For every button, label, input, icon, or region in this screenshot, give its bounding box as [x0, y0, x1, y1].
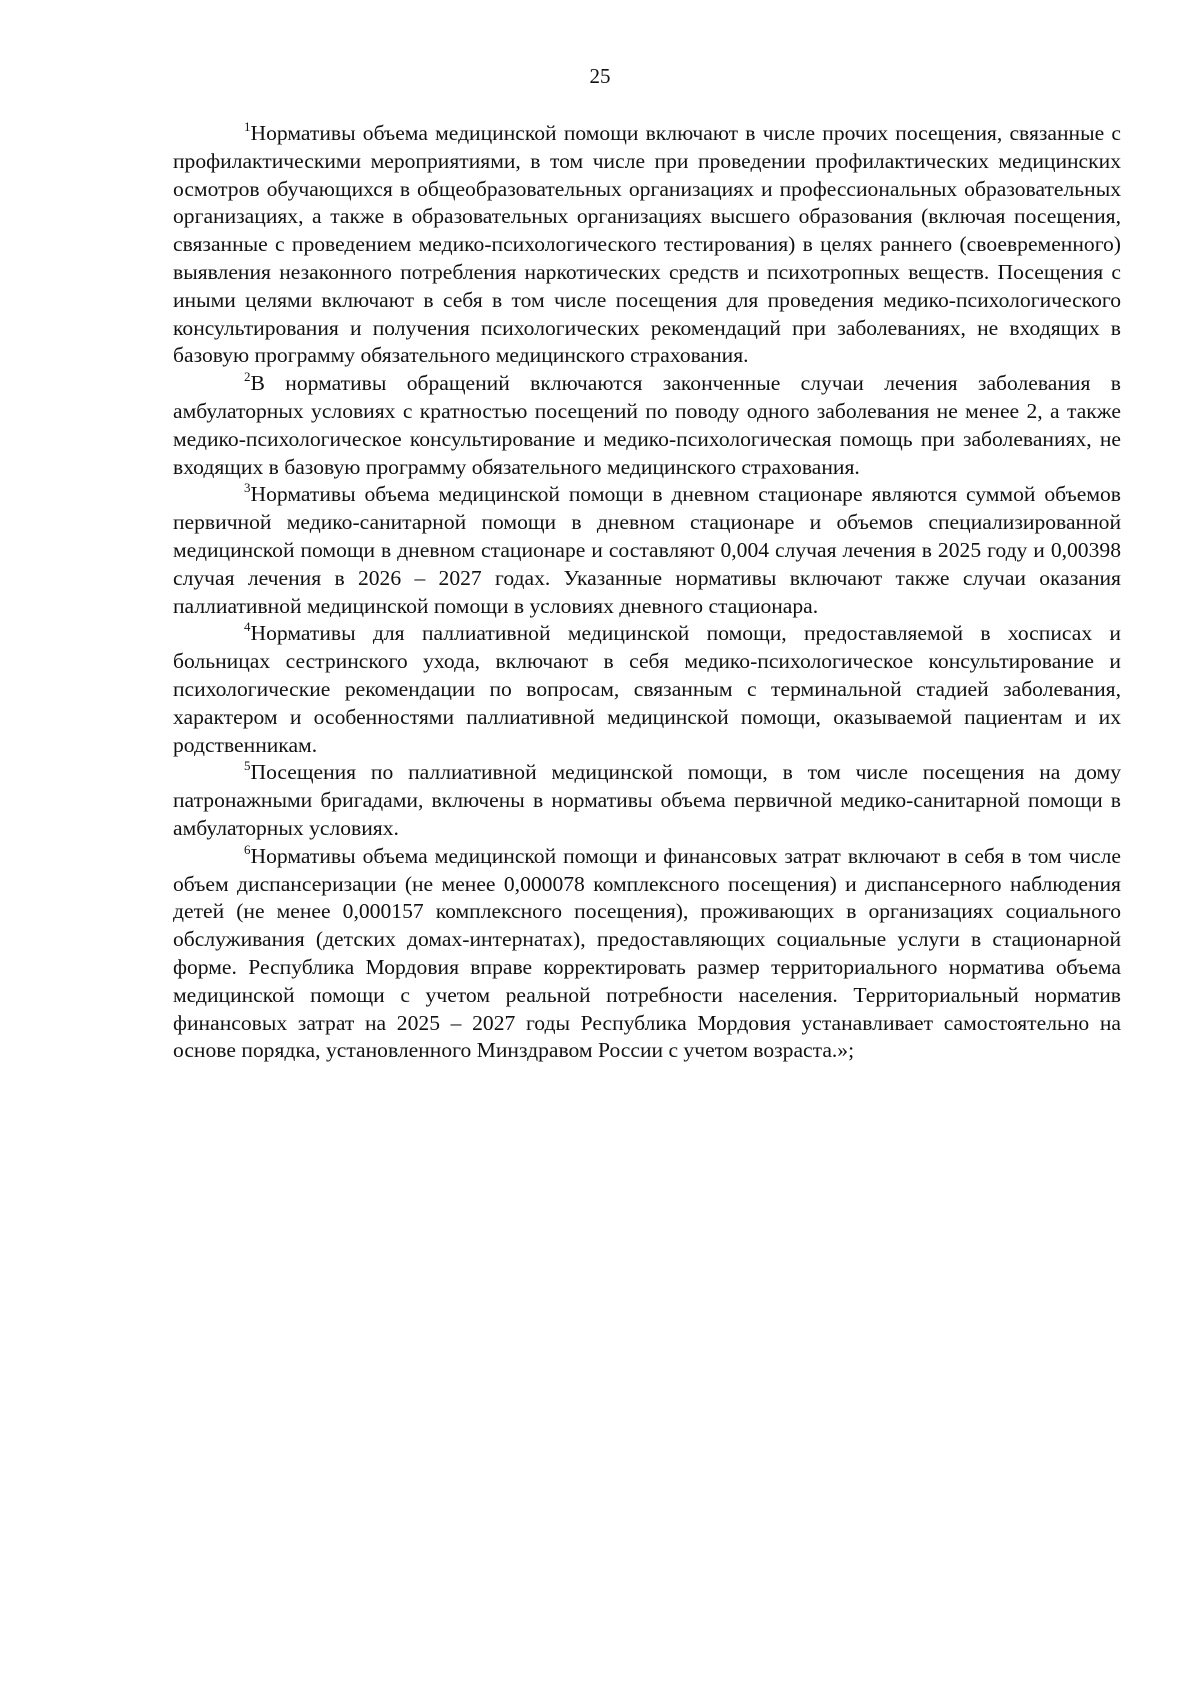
footnote-text: Нормативы объема медицинской помощи в дневном стационаре являются суммой объемов первичной медико-санитарной помощи в дневном стационаре и объемов специализированной медицинской помощи в дневном стационаре и составляют 0,004 случая лечения в 2025 году и 0,00398 случая лечения в 2026 – 2027 годах. Указанные нормативы включают также случаи оказания паллиативной медицинской помощи в условиях дневного стационара. — [173, 482, 1121, 618]
footnote-paragraph — [173, 759, 1121, 842]
footnote-marker: 2 — [244, 369, 251, 385]
footnote-marker: 3 — [244, 480, 251, 496]
footnote-text: Посещения по паллиативной медицинской помощи, в том числе посещения на дому патронажными бригадами, включены в нормативы объема первичной медико-санитарной помощи в амбулаторных условиях. — [173, 760, 1121, 840]
footnote-marker: 1 — [244, 119, 251, 134]
page-number: 25 — [589, 64, 611, 88]
footnote-marker: 5 — [244, 758, 251, 774]
footnote-paragraph — [173, 481, 1121, 620]
footnote-marker: 4 — [244, 619, 251, 635]
footnote-paragraph — [173, 370, 1121, 481]
footnote-paragraph — [173, 843, 1121, 1065]
footnote-text: В нормативы обращений включаются законченные случаи лечения заболевания в амбулаторных условиях с кратностью посещений по поводу одного заболевания не менее 2, а также медико-психологическое консультирование и медико-психологическая помощь при заболеваниях, не входящих в базовую программу обязательного медицинского страхования. — [173, 371, 1121, 479]
footnotes-section — [173, 120, 1121, 1065]
footnote-text: Нормативы объема медицинской помощи и финансовых затрат включают в себя в том числе объем диспансеризации (не менее 0,000078 комплексного посещения) и диспансерного наблюдения детей (не менее 0,000157 комплексного посещения), проживающих в организациях социального обслуживания (детских домах-интернатах), предоставляющих социальные услуги в стационарной форме. Республика Мордовия вправе корректировать размер территориального норматива объема медицинской помощи с учетом реальной потребности населения. Территориальный норматив финансовых затрат на 2025 – 2027 годы Республика Мордовия устанавливает самостоятельно на основе порядка, установленного Минздравом России с учетом возраста.»; — [173, 843, 1121, 1063]
footnote-text: Нормативы для паллиативной медицинской помощи, предоставляемой в хосписах и больницах сестринского ухода, включают в себя медико-психологическое консультирование и психологические рекомендации по вопросам, связанным с терминальной стадией заболевания, характером и особенностями паллиативной медицинской помощи, оказываемой пациентам и их родственникам. — [173, 621, 1121, 757]
footnote-text: Нормативы объема медицинской помощи включают в числе прочих посещения, связанные с профилактическими мероприятиями, в том числе при проведении профилактических медицинских осмотров обучающихся в общеобразовательных организациях и профессиональных образовательных организациях, а также в образовательных организациях высшего образования (включая посещения, связанные с проведением медико-психологического тестирования) в целях раннего (своевременного) выявления незаконного потребления наркотических средств и психотропных веществ. Посещения с иными целями включают в себя в том числе посещения для проведения медико-психологического консультирования и получения психологических рекомендаций при заболеваниях, не входящих в базовую программу обязательного медицинского страхования. — [173, 121, 1121, 368]
footnote-marker: 6 — [244, 841, 251, 857]
footnote-paragraph — [173, 120, 1121, 370]
footnote-paragraph — [173, 620, 1121, 759]
